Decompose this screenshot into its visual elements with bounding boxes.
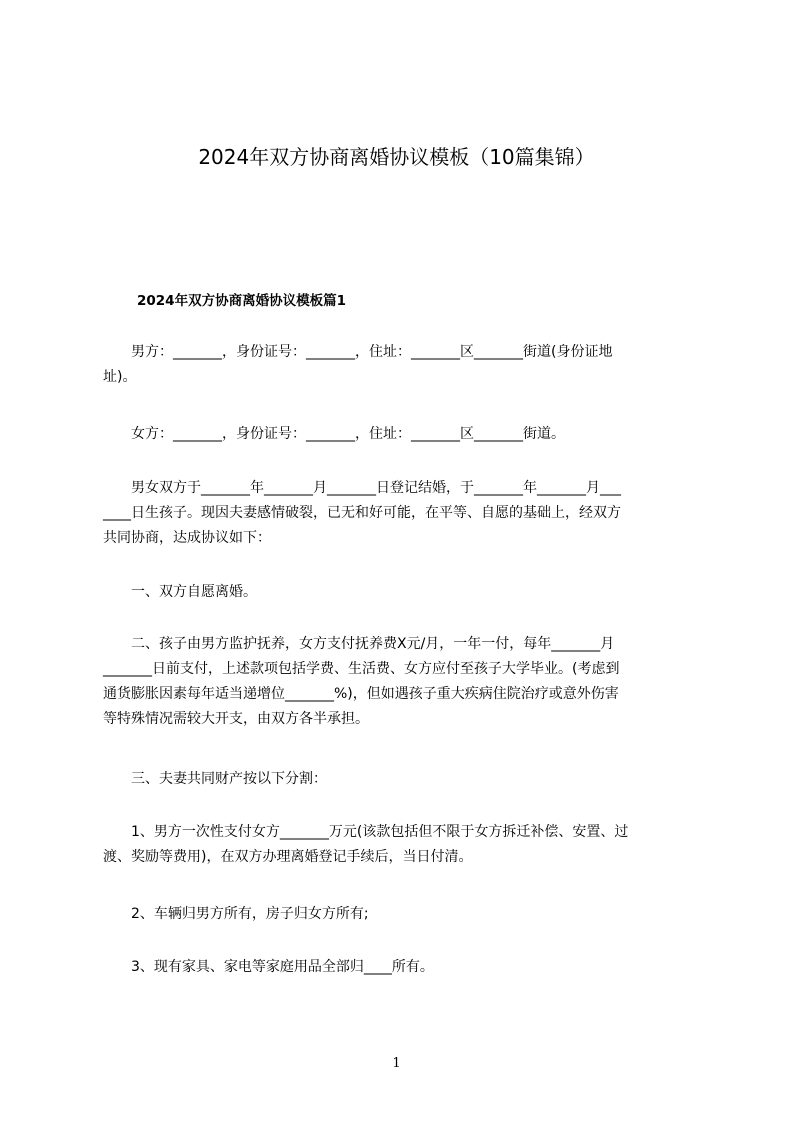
text-line: 2、车辆归男方所有，房子归女方所有; — [103, 906, 369, 922]
paragraph-husband-info — [103, 340, 703, 390]
text-line: _______日前支付，上述款项包括学费、生活费、女方应付至孩子大学毕业。(考虑到 — [103, 661, 620, 677]
text-line: 男方：_______，身份证号：_______，住址：_______区_______街道(身份证地 — [103, 344, 613, 360]
document-title: 2024年双方协商离婚协议模板（10篇集锦） — [198, 145, 595, 169]
text-line: 址)。 — [103, 369, 137, 385]
clause-one — [103, 580, 703, 605]
text-line: 3、现有家具、家电等家庭用品全部归____所有。 — [103, 959, 434, 975]
text-line: ____日生孩子。现因夫妻感情破裂，已无和好可能，在平等、自愿的基础上，经双方 — [103, 505, 621, 521]
clause-three-item-3 — [103, 955, 703, 980]
text-line: 通货膨胀因素每年适当递增位_______%)，但如遇孩子重大疾病住院治疗或意外伤害 — [103, 686, 619, 702]
clause-three — [103, 767, 703, 792]
text-line: 共同协商，达成协议如下： — [103, 530, 271, 546]
text-line: 二、孩子由男方监护抚养，女方支付抚养费X元/月，一年一付，每年_______月 — [103, 636, 615, 652]
text-line: 等特殊情况需较大开支，由双方各半承担。 — [103, 711, 369, 727]
text-line: 一、双方自愿离婚。 — [103, 584, 257, 600]
paragraph-marriage-info — [103, 476, 703, 551]
text-line: 三、夫妻共同财产按以下分割： — [103, 771, 327, 787]
text-line: 渡、奖励等费用)，在双方办理离婚登记手续后，当日付清。 — [103, 849, 473, 865]
text-line: 女方：_______，身份证号：_______，住址：_______区_______街道。 — [103, 426, 565, 442]
page-number: 1 — [392, 1056, 401, 1071]
text-line: 男女双方于_______年_______月_______日登记结婚，于_______年_______月___ — [103, 480, 621, 496]
text-line: 1、男方一次性支付女方_______万元(该款包括但不限于女方拆迁补偿、安置、过 — [103, 824, 629, 840]
clause-three-item-2 — [103, 902, 703, 927]
paragraph-wife-info — [103, 422, 703, 447]
clause-three-item-1 — [103, 820, 703, 870]
clause-two — [103, 632, 703, 732]
section-heading: 2024年双方协商离婚协议模板篇1 — [137, 293, 346, 309]
